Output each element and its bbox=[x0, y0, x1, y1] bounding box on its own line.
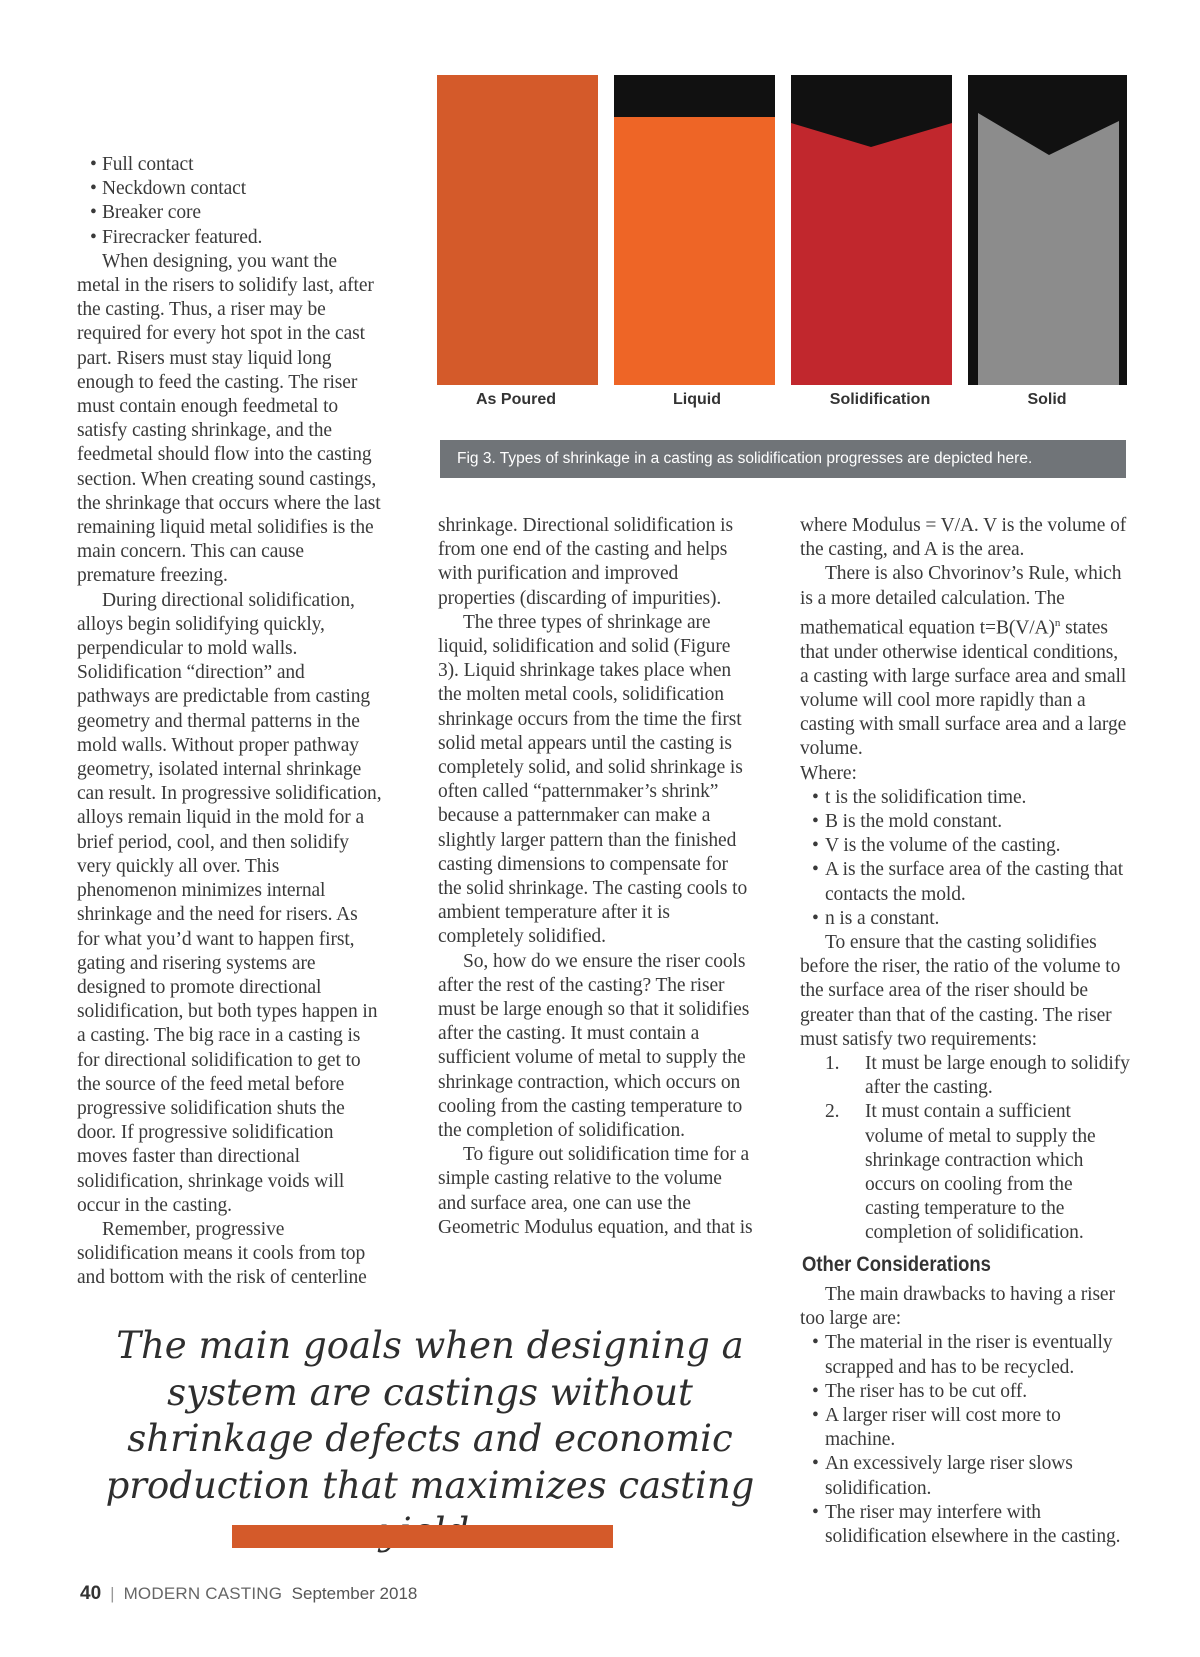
page-number: 40 bbox=[80, 1583, 102, 1604]
bar-as-poured bbox=[437, 75, 598, 385]
figure-caption: Fig 3. Types of shrinkage in a casting as solidification progresses are depicted here. bbox=[440, 440, 1126, 478]
list-item bbox=[800, 1100, 1130, 1245]
label-solidification: Solidification bbox=[829, 391, 931, 408]
list-item: • The riser may interfere with solidification elsewhere in the casting. bbox=[800, 1501, 1130, 1549]
item-number: 1. bbox=[825, 1052, 840, 1074]
bar-liquid-void bbox=[614, 75, 775, 117]
variables-list bbox=[800, 786, 1130, 931]
list-item: • Neckdown contact bbox=[77, 177, 382, 201]
list-item: • The material in the riser is eventually scrapped and has to be recycled. bbox=[800, 1331, 1130, 1379]
paragraph: During directional solidification, alloys begin solidifying quickly, perpendicular to mold walls. Solidification “direction” and pathways are predictable from casting geometry and thermal patterns in the mold walls. Without proper pathway geometry, isolated internal shrinkage can result. In progressive solidification, alloys remain liquid in the mold for a brief period, cool, and then solidify very quickly all over. This phenomenon minimizes internal shrinkage and the need for risers. As for what you’d want to happen first, gating and risering systems are designed to promote directional solidification, but both types happen in a casting. The big race in a casting is for directional solidification to get to the source of the feed metal before progressive solidification shuts the door. If progressive solidification moves faster than directional solidification, shrinkage voids will occur in the casting. bbox=[77, 589, 382, 1216]
paragraph: So, how do we ensure the riser cools after the rest of the casting? The riser must be large enough so that it solidifies after the casting. It must contain a sufficient volume of metal to supply the shrinkage contraction, which occurs on cooling from the casting temperature to the completion of solidification. bbox=[438, 950, 750, 1142]
list-item: • Full contact bbox=[77, 153, 382, 177]
list-item: • The riser has to be cut off. bbox=[800, 1380, 1130, 1404]
footer-separator: | bbox=[110, 1584, 115, 1603]
list-item: • A is the surface area of the casting that contacts the mold. bbox=[800, 858, 1130, 906]
magazine-name: MODERN CASTING bbox=[123, 1584, 283, 1603]
requirements-list bbox=[800, 1052, 1130, 1246]
label-as-poured: As Poured bbox=[475, 391, 557, 408]
paragraph: The three types of shrinkage are liquid, solidification and solid (Figure 3). Liquid shrinkage takes place when the molten metal cools, solidification shrinkage occurs from the time the first solid metal appears until the casting is completely solid, and solid shrinkage is often called “patternmaker’s shrink” because a patternmaker can make a slightly larger pattern than the finished casting dimensions to compensate for the solid shrinkage. The casting cools to ambient temperature after it is completely solidified. bbox=[438, 611, 748, 948]
list-item: • t is the solidification time. bbox=[800, 786, 1130, 810]
issue-date: September 2018 bbox=[291, 1584, 418, 1603]
label-solid: Solid bbox=[1027, 391, 1067, 408]
list-item: • Firecracker featured. bbox=[77, 226, 382, 250]
riser-types-list bbox=[77, 153, 382, 250]
list-item bbox=[800, 1052, 1130, 1100]
list-item: • A larger riser will cost more to machine. bbox=[800, 1404, 1130, 1452]
item-number: 2. bbox=[825, 1101, 840, 1123]
list-item: • An excessively large riser slows solidification. bbox=[800, 1452, 1130, 1500]
bar-solidification-metal bbox=[791, 123, 952, 385]
text: There is also Chvorinov’s Rule, which is a more detailed calculation. The mathematical equation t=B(V/A) bbox=[800, 563, 1122, 639]
paragraph-chvorinov bbox=[800, 562, 1130, 761]
section-heading: Other Considerations bbox=[802, 1253, 991, 1276]
bar-liquid-metal bbox=[614, 117, 775, 385]
exponent: n bbox=[1054, 616, 1061, 629]
paragraph: where Modulus = V/A. V is the volume of the casting, and A is the area. bbox=[800, 515, 1127, 561]
column-1 bbox=[77, 153, 382, 1291]
drawbacks-list bbox=[800, 1331, 1130, 1549]
text: states that under otherwise identical conditions, a casting with large surface area and small volume will cool more rapidly than a casting with small surface area and a large volume. bbox=[800, 617, 1127, 760]
paragraph: When designing, you want the metal in the risers to solidify last, after the casting. Thus, a riser may be required for every hot spot in the cast part. Risers must stay liquid long enough to feed the casting. The riser must contain enough feedmetal to satisfy casting shrinkage, and the feedmetal should flow into the casting section. When creating sound castings, the shrinkage that occurs where the last remaining liquid metal solidifies is the main concern. This can cause premature freezing. bbox=[77, 250, 381, 587]
list-item: • B is the mold constant. bbox=[800, 810, 1130, 834]
column-3 bbox=[800, 514, 1130, 1246]
list-item: • n is a constant. bbox=[800, 907, 1130, 931]
pull-quote-rule bbox=[232, 1525, 613, 1548]
where-label: Where: bbox=[800, 762, 857, 784]
list-item: • Breaker core bbox=[77, 201, 382, 225]
page-footer bbox=[80, 1583, 417, 1605]
paragraph: Remember, progressive solidification means it cools from top and bottom with the risk of centerline bbox=[77, 1218, 367, 1289]
list-item: • V is the volume of the casting. bbox=[800, 834, 1130, 858]
paragraph: To ensure that the casting solidifies before the riser, the ratio of the volume to the surface area of the riser should be greater than that of the casting. The riser must satisfy two requirements: bbox=[800, 931, 1121, 1050]
paragraph: shrinkage. Directional solidification is from one end of the casting and helps with purification and improved properties (discarding of impurities). bbox=[438, 515, 733, 609]
column-3-lower bbox=[800, 1283, 1130, 1549]
paragraph: The main drawbacks to having a riser too large are: bbox=[800, 1284, 1115, 1330]
item-text: It must be large enough to solidify after the casting. bbox=[865, 1052, 1130, 1099]
paragraph: To figure out solidification time for a simple casting relative to the volume and surface area, one can use the Geometric Modulus equation, and that is bbox=[438, 1144, 753, 1238]
label-liquid: Liquid bbox=[673, 391, 721, 408]
pull-quote: The main goals when designing a system are castings without shrinkage defects and economic production that maximizes casting bbox=[105, 1324, 755, 1507]
shrinkage-diagram bbox=[437, 75, 1127, 385]
item-text: It must contain a sufficient volume of metal to supply the shrinkage contraction which occurs on cooling from the casting temperature to the completion of solidification. bbox=[865, 1101, 1096, 1244]
column-2 bbox=[438, 514, 753, 1240]
